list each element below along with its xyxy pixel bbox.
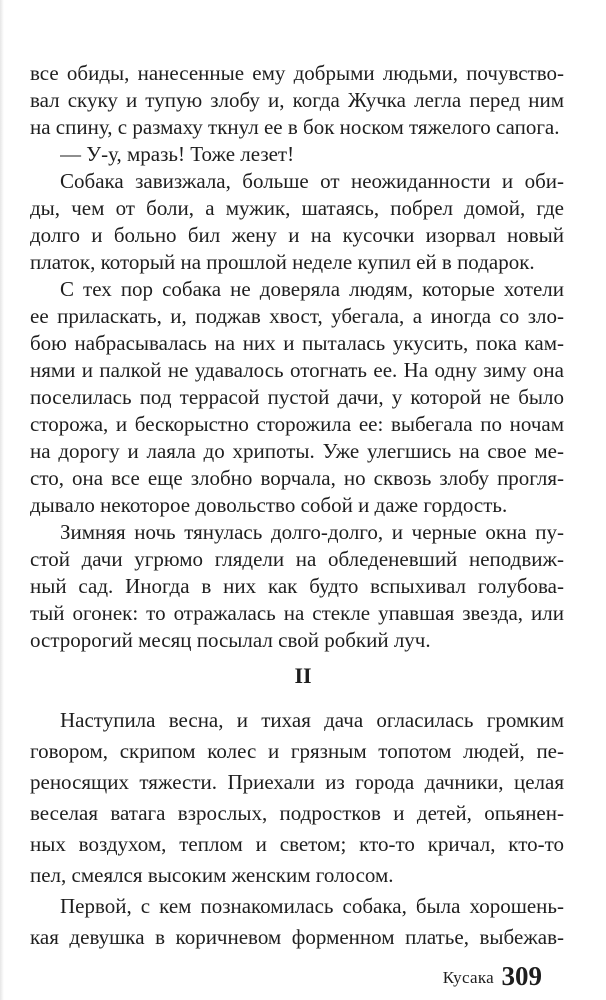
- text-line: вал скуку и тупую злобу и, когда Жучка легла перед ним: [30, 88, 564, 112]
- text-line: пел, смеялся высоким женским голосом.: [30, 863, 394, 887]
- text-line: остророгий месяц посылал свой робкий луч.: [30, 628, 431, 652]
- page-number: 309: [501, 961, 542, 991]
- page-edge-shadow: [0, 0, 4, 1000]
- text-line: веселая ватага взрослых, подростков и детей, опьянен-: [30, 801, 564, 825]
- text-line: тый огонек: то отражалась на стекле упавшая звезда, или: [30, 601, 564, 625]
- text-line: долго и больно бил жену и на кусочки изорвал новый: [30, 223, 564, 247]
- running-title: Кусака: [442, 968, 494, 987]
- text-line: реносящих тяжести. Приехали из города дачники, целая: [30, 770, 564, 794]
- text-line: на спину, с размаху ткнул ее в бок носком тяжелого сапога.: [30, 115, 560, 139]
- text-line: бою набрасывалась на них и пыталась укусить, пока кам-: [30, 331, 564, 355]
- text-line: на дорогу и лаяла до хрипоты. Уже улегшись на свое ме-: [30, 439, 564, 463]
- text-line: кая девушка в коричневом форменном платье, выбежав-: [30, 925, 564, 949]
- text-line: сто, она все еще злобно ворчала, но сквозь злобу прогля-: [30, 466, 564, 490]
- text-line: — У-у, мразь! Тоже лезет!: [60, 142, 295, 166]
- text-line: ее приласкать, и, поджав хвост, убегала, а иногда со зло-: [30, 304, 564, 328]
- text-line: платок, который на прошлой неделе купил ей в подарок.: [30, 250, 535, 274]
- text-line: ных воздухом, теплом и светом; кто-то кричал, кто-то: [30, 832, 564, 856]
- text-line: Наступила весна, и тихая дача огласилась громким: [60, 708, 564, 732]
- text-line: ды, чем от боли, а мужик, шатаясь, побрел домой, где: [30, 196, 564, 220]
- section-heading: II: [294, 663, 312, 688]
- text-line: стой дачи угрюмо глядели на обледеневший неподвиж-: [30, 547, 564, 571]
- text-line: Зимняя ночь тянулась долго-долго, и черные окна пу-: [60, 520, 564, 544]
- text-line: Собака завизжала, больше от неожиданности и оби-: [60, 169, 564, 193]
- text-line: нями и палкой не удавалось отогнать ее. На одну зиму она: [30, 358, 564, 382]
- text-line: С тех пор собака не доверяла людям, которые хотели: [60, 277, 564, 301]
- text-line: все обиды, нанесенные ему добрыми людьми, почувство-: [30, 61, 564, 85]
- text-line: говором, скрипом колес и грязным топотом людей, пе-: [30, 739, 564, 763]
- text-line: ный сад. Иногда в них как будто вспыхивал голубова-: [30, 574, 564, 598]
- text-line: Первой, с кем познакомилась собака, была хорошень-: [60, 894, 564, 918]
- text-line: поселилась под террасой пустой дачи, у которой не было: [30, 385, 564, 409]
- text-line: сторожа, и бескорыстно сторожила ее: выбегала по ночам: [30, 412, 564, 436]
- text-line: дывало некоторое довольство собой и даже гордость.: [30, 493, 508, 517]
